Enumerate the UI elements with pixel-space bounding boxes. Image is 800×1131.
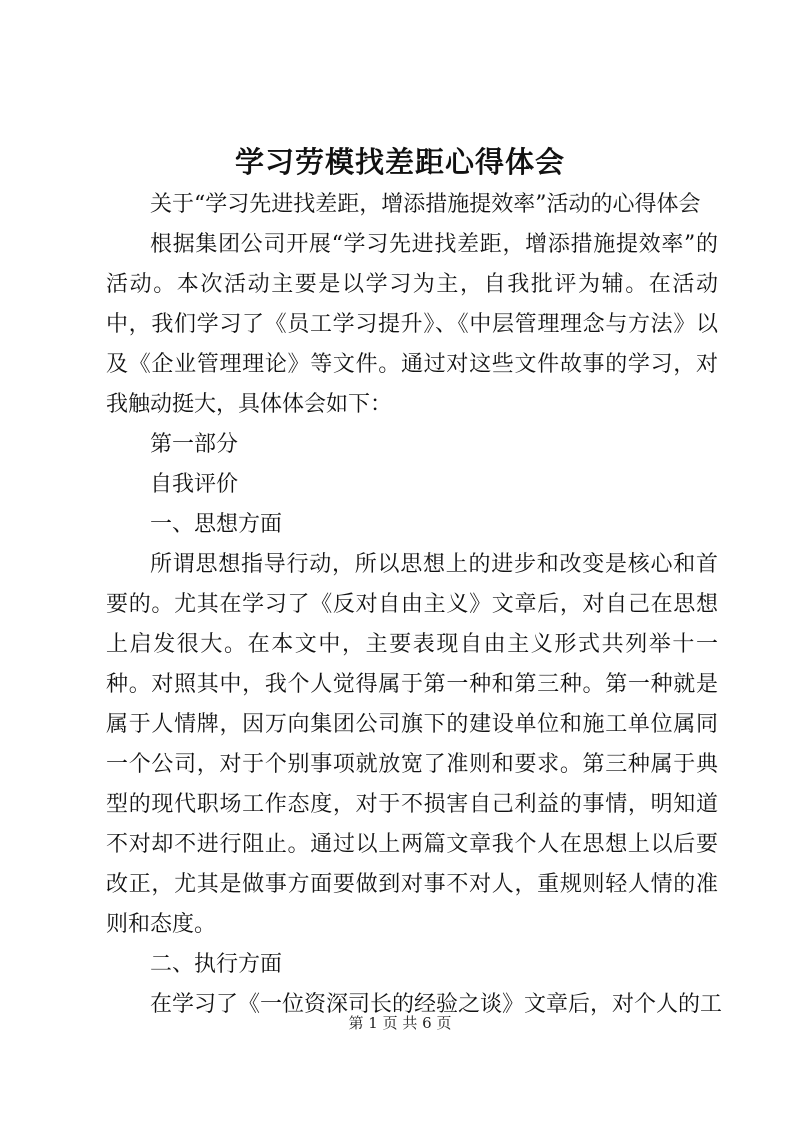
paragraph-thought: 所谓思想指导行动，所以思想上的进步和改变是核心和首要的。尤其在学习了《反对自由主义》文章后，对自己在思想上启发很大。在本文中，主要表现自由主义形式共列举十一种。对照其中，我个人觉得属于第一种和第三种。第一种就是属于人情牌，因万向集团公司旗下的建设单位和施工单位属同一个公司，对于个别事项就放宽了准则和要求。第三种属于典型的现代职场工作态度，对于不损害自己利益的事情，明知道不对却不进行阻止。通过以上两篇文章我个人在思想上以后要改正，尤其是做事方面要做到对事不对人，重规则轻人情的准则和态度。 [106, 552, 718, 937]
paragraph-subtitle: 关于“学习先进找差距，增添措施提效率”活动的心得体会 [150, 192, 701, 217]
document-body [106, 185, 723, 1025]
paragraph-execution: 在学习了《一位资深司长的经验之谈》文章后，对个人的工 [150, 992, 723, 1017]
section-heading-part-one: 第一部分 [150, 432, 239, 457]
section-heading-execution: 二、执行方面 [150, 952, 283, 977]
paragraph-intro: 根据集团公司开展“学习先进找差距，增添措施提效率”的活动。本次活动主要是以学习为主，自我批评为辅。在活动中，我们学习了《员工学习提升》、《中层管理理念与方法》以及《企业管理理论》等文件。通过对这些文件故事的学习，对我触动挺大，具体体会如下： [106, 232, 718, 417]
section-heading-thought: 一、思想方面 [150, 512, 283, 537]
section-heading-self-evaluation: 自我评价 [150, 472, 239, 497]
document-title: 学习劳模找差距心得体会 [234, 145, 565, 179]
page-footer: 第 1 页 共 6 页 [348, 1014, 452, 1032]
